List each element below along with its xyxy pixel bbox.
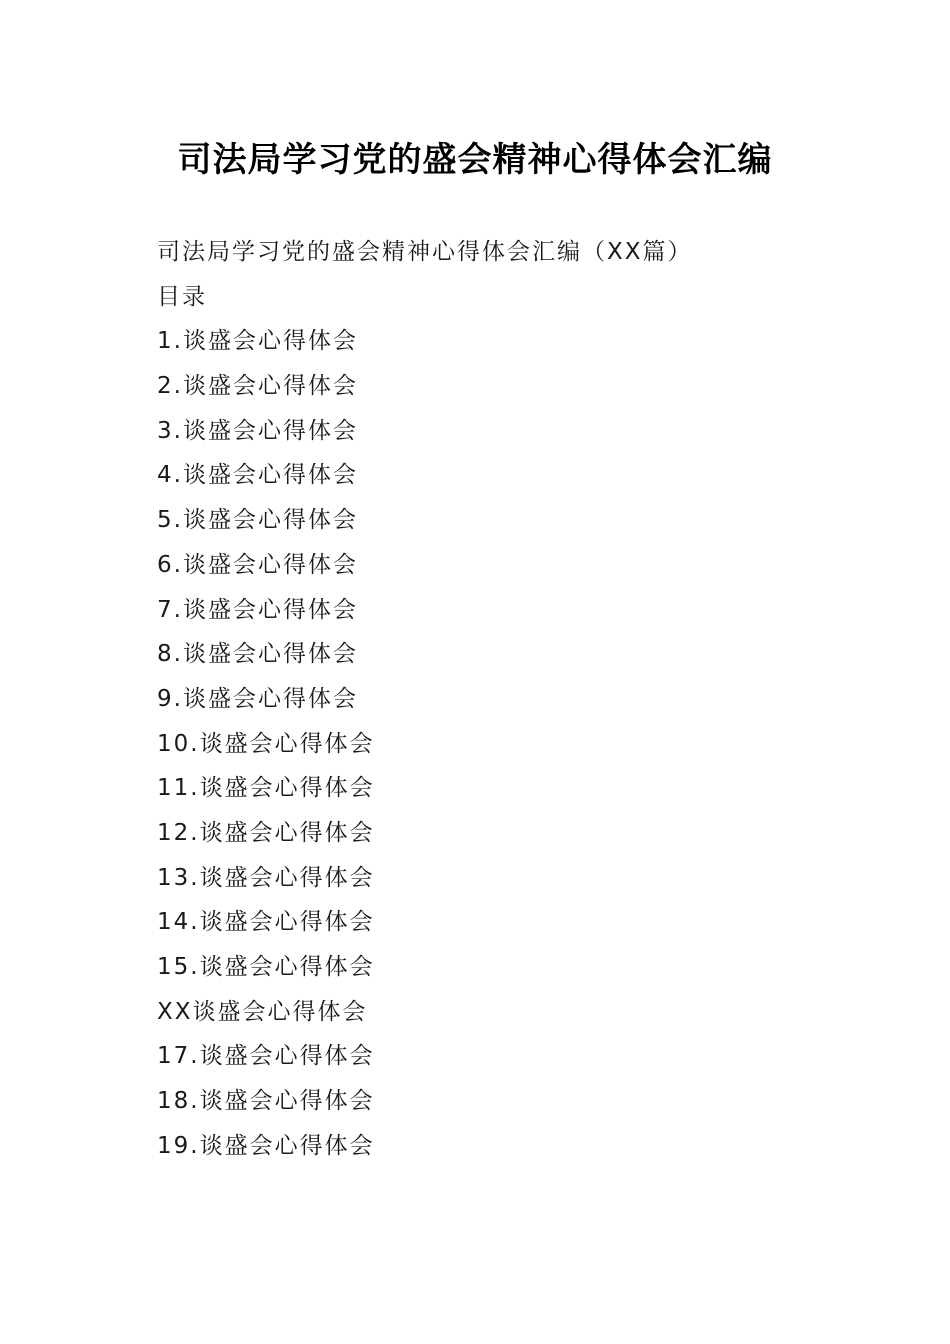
- toc-item: 8.谈盛会心得体会: [157, 641, 358, 668]
- toc-item: 7.谈盛会心得体会: [157, 596, 358, 623]
- toc-item: 13.谈盛会心得体会: [157, 864, 375, 891]
- toc-item: 12.谈盛会心得体会: [157, 819, 375, 846]
- toc-item: 6.谈盛会心得体会: [157, 551, 358, 578]
- document-subtitle: 司法局学习党的盛会精神心得体会汇编（XX篇）: [157, 239, 693, 265]
- toc-item: 4.谈盛会心得体会: [157, 462, 358, 489]
- toc-item: 11.谈盛会心得体会: [157, 775, 375, 802]
- toc-item: 19.谈盛会心得体会: [157, 1132, 375, 1159]
- document-body: [157, 230, 857, 1168]
- toc-item: 10.谈盛会心得体会: [157, 730, 375, 757]
- toc-heading: 目录: [157, 283, 207, 310]
- toc-item: 9.谈盛会心得体会: [157, 685, 358, 712]
- toc-item: 17.谈盛会心得体会: [157, 1043, 375, 1070]
- toc-item: 1.谈盛会心得体会: [157, 328, 358, 355]
- toc-item: 3.谈盛会心得体会: [157, 417, 358, 444]
- table-of-contents: [157, 319, 857, 1168]
- toc-item: 5.谈盛会心得体会: [157, 507, 358, 534]
- toc-item: XX谈盛会心得体会: [157, 998, 368, 1025]
- toc-item: 15.谈盛会心得体会: [157, 954, 375, 980]
- toc-item: 14.谈盛会心得体会: [157, 909, 375, 936]
- document-title: 司法局学习党的盛会精神心得体会汇编: [177, 140, 773, 180]
- toc-item: 2.谈盛会心得体会: [157, 373, 358, 400]
- toc-item: 18.谈盛会心得体会: [157, 1088, 375, 1115]
